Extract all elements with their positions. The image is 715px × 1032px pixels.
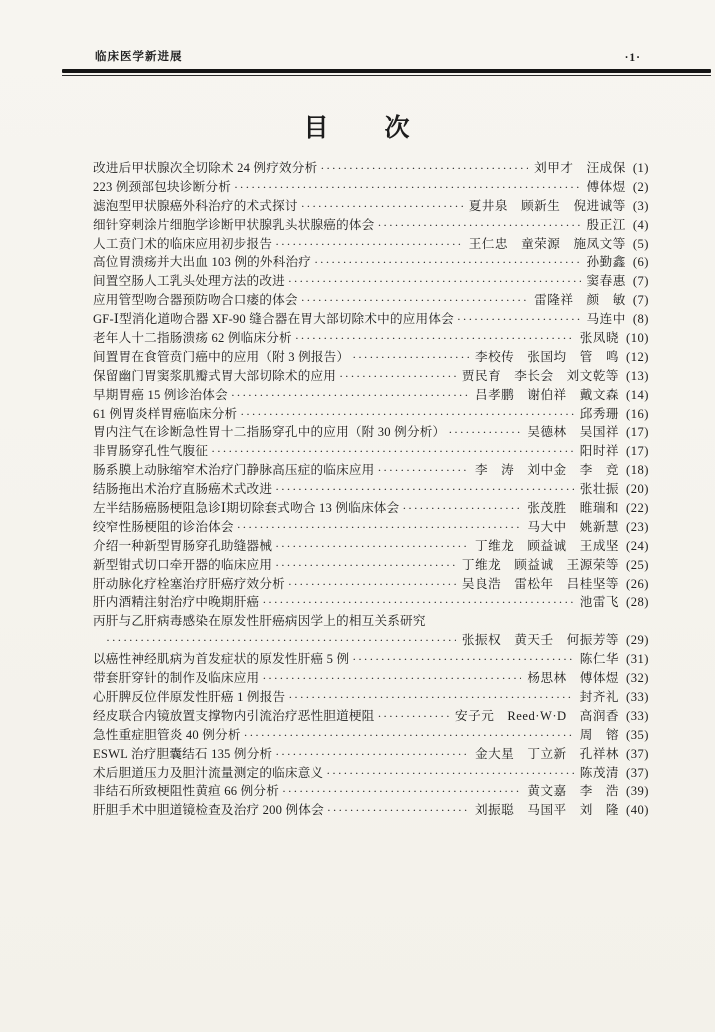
toc-entry [93, 159, 649, 178]
toc-entry-page: (32) [626, 671, 649, 686]
toc-entry [93, 178, 649, 197]
page-number-marker: ·1· [624, 52, 641, 64]
toc-entry-title: 61 例胃炎样胃癌临床分析 [93, 406, 238, 421]
toc-entry [93, 650, 649, 669]
toc-entry-authors: 安子元 Reed·W·D 高润香 [455, 708, 620, 723]
dot-leader [237, 518, 522, 537]
toc-entry-title: 肝内酒精注射治疗中晚期肝癌 [93, 595, 260, 610]
dot-leader [327, 801, 469, 820]
toc-entry [93, 480, 649, 499]
page-header [95, 48, 641, 64]
dot-leader [288, 575, 456, 594]
toc-entry [93, 726, 649, 745]
toc-entry [93, 782, 649, 801]
toc-entry-title: 介绍一种新型胃肠穿孔助缝器械 [93, 538, 273, 553]
toc-entry-authors: 杨思林 傅体煜 [527, 671, 620, 686]
toc-entry-title: 经皮联合内镜放置支撑物内引流治疗恶性胆道梗阻 [93, 708, 375, 723]
toc-entry-title: 肝动脉化疗栓塞治疗肝癌疗效分析 [93, 576, 285, 591]
toc-entry-authors: 吴良浩 雷松年 吕桂坚等 [461, 576, 620, 591]
toc-entry-title: 丙肝与乙肝病毒感染在原发性肝癌病因学上的相互关系研究 [93, 614, 426, 629]
toc-entry-title: 急性重症胆管炎 40 例分析 [93, 727, 241, 742]
toc-entry-page: (29) [626, 633, 649, 648]
dot-leader [262, 669, 521, 688]
toc-entry-authors: 吴德林 吴国祥 [527, 425, 620, 440]
toc-entry-title: 应用管型吻合器预防吻合口瘘的体会 [93, 293, 298, 308]
toc-entry [93, 423, 649, 442]
header-rule-thick [62, 69, 711, 73]
toc-entry-authors: 阳时祥 [579, 444, 620, 459]
toc-entry [93, 745, 649, 764]
toc-entry-authors: 丁维龙 顾益诚 王源荣等 [461, 557, 620, 572]
dot-leader [448, 423, 521, 442]
toc-entry-authors: 王仁忠 童荣源 施凤文等 [468, 236, 626, 251]
dot-leader [301, 291, 528, 310]
toc-entry-title: 非胃肠穿孔性气腹征 [93, 444, 209, 459]
toc-entry-authors: 金大星 丁立新 孔祥林 [474, 746, 620, 761]
toc-entry [93, 348, 649, 367]
toc-entry-title: 新型钳式切口牵开器的临床应用 [93, 557, 273, 572]
toc-entry-authors: 黄文嘉 李 浩 [527, 784, 620, 799]
toc-entry-title: 结肠拖出术治疗直肠癌术式改进 [93, 482, 273, 497]
toc-entry-title: 绞窄性肠梗阻的诊治体会 [93, 519, 234, 534]
dot-leader [288, 272, 581, 291]
dot-leader [314, 253, 580, 272]
toc-entry-title: 术后胆道压力及胆汁流量测定的临床意义 [93, 765, 324, 780]
toc-entry [93, 518, 649, 537]
toc-entry-title: 改进后甲状腺次全切除术 24 例疗效分析 [93, 161, 318, 175]
toc-entry [93, 669, 649, 688]
toc-entry-authors: 周 镕 [579, 727, 620, 742]
toc-entry-page: (10) [626, 331, 649, 346]
journal-title: 临床医学新进展 [95, 51, 183, 63]
dot-leader [457, 310, 581, 329]
toc-entry-authors: 窦春惠 [586, 274, 626, 289]
dot-leader [275, 537, 469, 556]
toc-entry-title: 肝胆手术中胆道镜检查及治疗 200 例体会 [93, 803, 324, 818]
dot-leader [295, 329, 574, 348]
toc-entry [93, 575, 649, 594]
toc-entry [93, 253, 649, 272]
toc-entry-page: (33) [626, 708, 649, 723]
dot-leader [402, 499, 521, 518]
toc-entry-title: 223 例颈部包块诊断分析 [93, 179, 231, 194]
toc-entry-title: 间置胃在食管贲门癌中的应用（附 3 例报告） [93, 349, 350, 364]
dot-leader [320, 159, 528, 178]
toc-entry-authors: 刘振聪 马国平 刘 隆 [474, 803, 620, 818]
dot-leader [244, 726, 574, 745]
dot-leader [282, 782, 521, 801]
toc-entry-authors: 张茂胜 睢瑞和 [527, 501, 620, 516]
toc-entry-authors: 孙勤鑫 [586, 255, 626, 270]
toc-entry-page: (17) [626, 444, 649, 459]
toc-entry-title: 左半结肠癌肠梗阻急诊Ⅰ期切除套式吻合 13 例临床体会 [93, 501, 400, 516]
toc-entry [93, 442, 649, 461]
toc-entry-page: (31) [626, 652, 649, 667]
dot-leader [301, 197, 463, 216]
toc-entry-page: (8) [632, 312, 649, 327]
toc-entry-page: (35) [626, 727, 649, 742]
toc-entry-authors: 邱秀珊 [579, 406, 620, 421]
toc-entry-page: (4) [632, 217, 649, 232]
dot-leader [288, 688, 573, 707]
toc-entry-title: 肠系膜上动脉缩窄术治疗门静脉高压症的临床应用 [93, 463, 375, 478]
toc-entry-page: (24) [626, 538, 649, 553]
toc-entry [93, 291, 649, 310]
toc-entry-authors: 雷隆祥 颜 敏 [534, 293, 626, 308]
toc-entry-page: (40) [626, 803, 649, 818]
toc-entry-title: 以癌性神经肌病为首发症状的原发性肝癌 5 例 [93, 652, 350, 667]
toc-entry-continuation [93, 631, 649, 650]
toc-entry [93, 310, 649, 329]
toc-entry [93, 272, 649, 291]
toc-entry-page: (7) [632, 274, 649, 289]
dot-leader [339, 367, 456, 386]
toc-entry-authors: 刘甲才 汪成保 [534, 161, 626, 175]
toc-entry-title: 早期胃癌 15 例诊治体会 [93, 387, 228, 402]
toc-entry [93, 235, 649, 254]
dot-leader [352, 348, 469, 367]
toc-entry-page: (20) [626, 482, 649, 497]
toc-entry [93, 386, 649, 405]
toc-entry-title: 细针穿刺涂片细胞学诊断甲状腺乳头状腺癌的体会 [93, 217, 375, 232]
toc-entry [93, 801, 649, 820]
dot-leader [377, 461, 469, 480]
dot-leader [211, 442, 574, 461]
toc-entry-authors: 李校传 张国均 管 鸣 [474, 349, 620, 364]
toc-entry [93, 537, 649, 556]
dot-leader [262, 593, 573, 612]
toc-entry-title: 非结石所致梗阻性黄疸 66 例分析 [93, 784, 280, 799]
toc-entry-page: (37) [626, 746, 649, 761]
toc-entry-page: (2) [632, 179, 649, 194]
toc-entry [93, 556, 649, 575]
toc-entry [93, 707, 649, 726]
toc-entry-title: 滤泡型甲状腺癌外科治疗的术式探讨 [93, 198, 298, 213]
dot-leader [275, 556, 456, 575]
toc-entry-authors: 封齐礼 [579, 689, 620, 704]
toc-entry-title: ESWL 治疗胆囊结石 135 例分析 [93, 746, 273, 761]
toc-entry-title: 心肝脾反位伴原发性肝癌 1 例报告 [93, 689, 286, 704]
toc-entry-authors: 张振权 黄天壬 何振芳等 [461, 633, 620, 648]
toc-entry-page: (6) [632, 255, 649, 270]
toc-entry [93, 499, 649, 518]
toc-entry-authors: 李 涛 刘中金 李 竞 [474, 463, 620, 478]
toc-entry-page: (1) [632, 161, 649, 175]
toc-entry-authors: 陈仁华 [579, 652, 620, 667]
toc-entry-page: (25) [626, 557, 649, 572]
toc-entry-page: (16) [626, 406, 649, 421]
toc-entry-title: GF-Ⅰ型消化道吻合器 XF-90 缝合器在胃大部切除术中的应用体会 [93, 312, 454, 327]
toc-entry-title: 人工贲门术的临床应用初步报告 [93, 236, 273, 251]
toc-title: 目 次 [303, 115, 412, 142]
dot-leader [234, 178, 581, 197]
toc-entry [93, 612, 649, 631]
toc-entry [93, 197, 649, 216]
toc-entry-authors: 傅体煜 [586, 179, 626, 194]
dot-leader [275, 235, 463, 254]
toc-entry [93, 593, 649, 612]
toc-entry [93, 405, 649, 424]
toc-entry-title: 高位胃溃疡并大出血 103 例的外科治疗 [93, 255, 312, 270]
toc-entry [93, 329, 649, 348]
toc-entry-authors: 张凤晓 [579, 331, 620, 346]
toc-entry-page: (37) [626, 765, 649, 780]
dot-leader [231, 386, 469, 405]
toc-entry-authors: 吕孝鹏 谢伯祥 戴文森 [474, 387, 620, 402]
toc-entry-page: (13) [626, 368, 649, 383]
toc-entry-authors: 马大中 姚新慧 [527, 519, 620, 534]
toc-entry-title: 间置空肠人工乳头处理方法的改进 [93, 274, 285, 289]
toc-entry-page: (5) [632, 236, 649, 251]
toc-entry-authors: 夏井泉 顾新生 倪进诚等 [468, 198, 626, 213]
toc-entry-page: (22) [626, 501, 649, 516]
toc-entry-page: (12) [626, 349, 649, 364]
dot-leader [326, 764, 573, 783]
dot-leader [106, 631, 456, 650]
toc-entry-page: (23) [626, 519, 649, 534]
dot-leader [377, 707, 449, 726]
toc-entry-authors: 贾民育 李长会 刘文乾等 [461, 368, 620, 383]
toc-entry-authors: 马连中 [586, 312, 626, 327]
toc-entry-title: 带套肝穿针的制作及临床应用 [93, 671, 260, 686]
toc-entry-title: 胃内注气在诊断急性胃十二指肠穿孔中的应用（附 30 例分析） [93, 425, 446, 440]
toc-entry-title: 保留幽门胃窦浆肌瓣式胃大部切除术的应用 [93, 368, 337, 383]
toc-entry-page: (18) [626, 463, 649, 478]
toc-entry-page: (28) [626, 595, 649, 610]
toc-entry-page: (3) [632, 198, 649, 213]
toc-entry-title: 老年人十二指肠溃疡 62 例临床分析 [93, 331, 292, 346]
dot-leader [352, 650, 573, 669]
toc-entry-page: (7) [632, 293, 649, 308]
toc-entry-authors: 池雷飞 [579, 595, 620, 610]
toc-entry-page: (14) [626, 387, 649, 402]
toc-list [93, 159, 649, 820]
toc-entry-authors: 陈茂清 [579, 765, 620, 780]
toc-entry-page: (33) [626, 689, 649, 704]
toc-entry-authors: 丁维龙 顾益诚 王成坚 [474, 538, 620, 553]
dot-leader [377, 216, 580, 235]
toc-entry [93, 688, 649, 707]
toc-entry-page: (17) [626, 425, 649, 440]
header-rule [62, 69, 711, 76]
dot-leader [275, 480, 574, 499]
toc-entry [93, 216, 649, 235]
toc-entry-authors: 殷正江 [586, 217, 626, 232]
toc-entry-page: (26) [626, 576, 649, 591]
toc-entry-page: (39) [626, 784, 649, 799]
toc-entry [93, 367, 649, 386]
toc-entry [93, 764, 649, 783]
toc-entry [93, 461, 649, 480]
toc-entry-authors: 张壮振 [579, 482, 620, 497]
dot-leader [275, 745, 469, 764]
dot-leader [240, 405, 573, 424]
header-rule-thin [62, 75, 711, 76]
